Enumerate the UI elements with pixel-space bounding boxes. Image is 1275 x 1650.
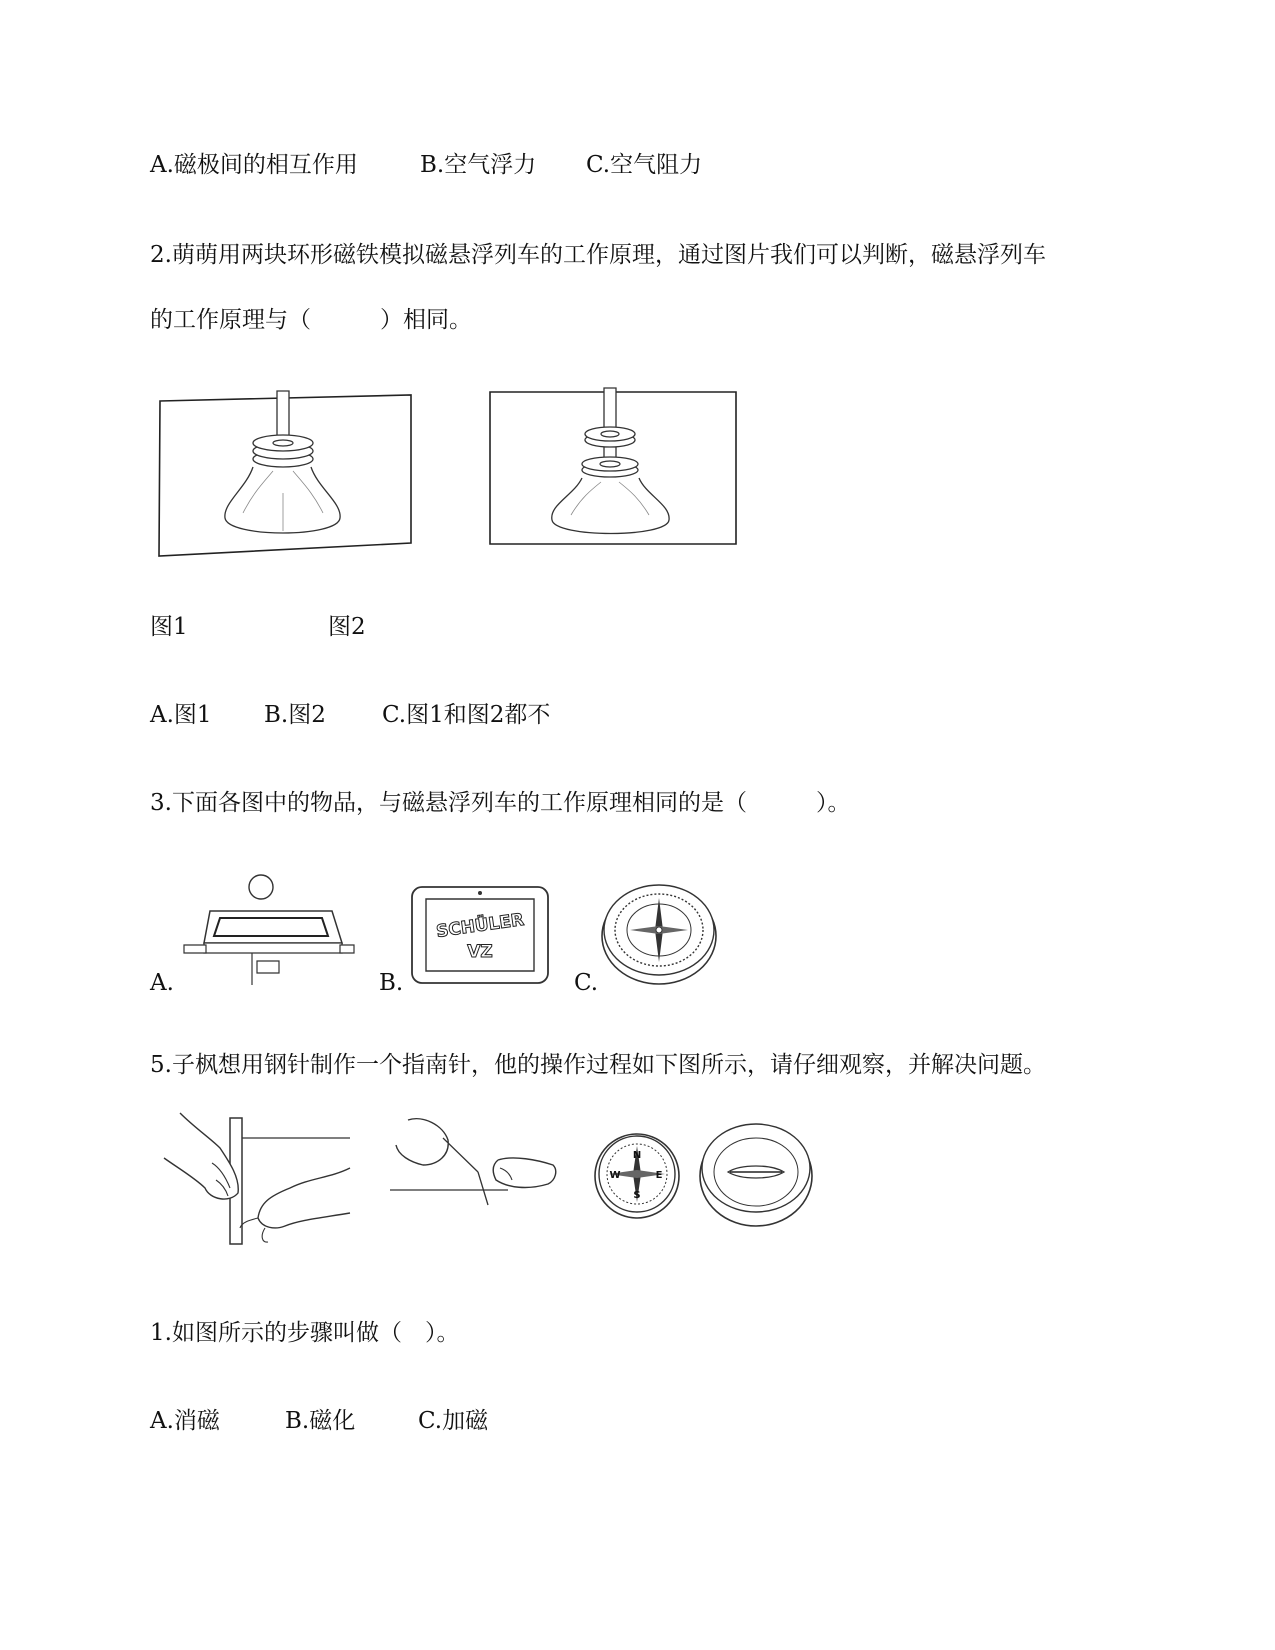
q5-sub1-option-a[interactable]: A.消磁 (150, 1408, 220, 1434)
q3-stem: 3.下面各图中的物品，与磁悬浮列车的工作原理相同的是（ ）。 (150, 790, 851, 816)
q5-sub1-stem: 1.如图所示的步骤叫做（ ）。 (150, 1320, 460, 1346)
magnetize-needle-step1-image (150, 1108, 355, 1253)
q5-stem: 5.子枫想用钢针制作一个指南针，他的操作过程如下图所示，请仔细观察，并解决问题。 (150, 1052, 1046, 1078)
figure-2-caption: 图2 (328, 614, 366, 640)
q5-sub1-option-b[interactable]: B.磁化 (285, 1408, 356, 1434)
q2-stem-line2: 的工作原理与（ ）相同。 (150, 307, 472, 333)
compass-letter-e: E (655, 1170, 663, 1181)
q2-option-a[interactable]: A.图1 (150, 702, 212, 728)
floating-needle-bowl-image (696, 1118, 816, 1228)
tablet-text-line2: VZ (467, 942, 493, 962)
q2-stem-line1: 2.萌萌用两块环形磁铁模拟磁悬浮列车的工作原理，通过图片我们可以判断，磁悬浮列车 (150, 242, 1046, 268)
compass-letter-s: S (633, 1190, 641, 1201)
q3-option-b-label[interactable]: B. (379, 970, 404, 996)
q2-option-c[interactable]: C.图1和图2都不 (382, 702, 551, 728)
q3-option-c-label[interactable]: C. (574, 970, 599, 996)
q3-option-a-label[interactable]: A. (150, 970, 174, 996)
q1-option-b[interactable]: B.空气浮力 (420, 152, 537, 178)
levitating-ball-toy-image (182, 873, 352, 991)
compass-letter-w: W (609, 1170, 621, 1181)
compass-step-image (593, 1128, 681, 1220)
tablet-text-line1: SCHÜLER (435, 909, 526, 943)
tablet-image (410, 885, 550, 985)
q5-sub1-option-c[interactable]: C.加磁 (418, 1408, 489, 1434)
compass-letter-n: N (632, 1150, 642, 1161)
figure-1-magnet-rings (158, 393, 416, 559)
q1-option-a[interactable]: A.磁极间的相互作用 (150, 152, 358, 178)
q2-option-b[interactable]: B.图2 (264, 702, 326, 728)
figure-1-caption: 图1 (150, 614, 188, 640)
magnetize-needle-step2-image (388, 1110, 560, 1220)
compass-image (600, 880, 718, 986)
q1-option-c[interactable]: C.空气阻力 (586, 152, 703, 178)
figure-2-magnet-rings (489, 390, 739, 548)
